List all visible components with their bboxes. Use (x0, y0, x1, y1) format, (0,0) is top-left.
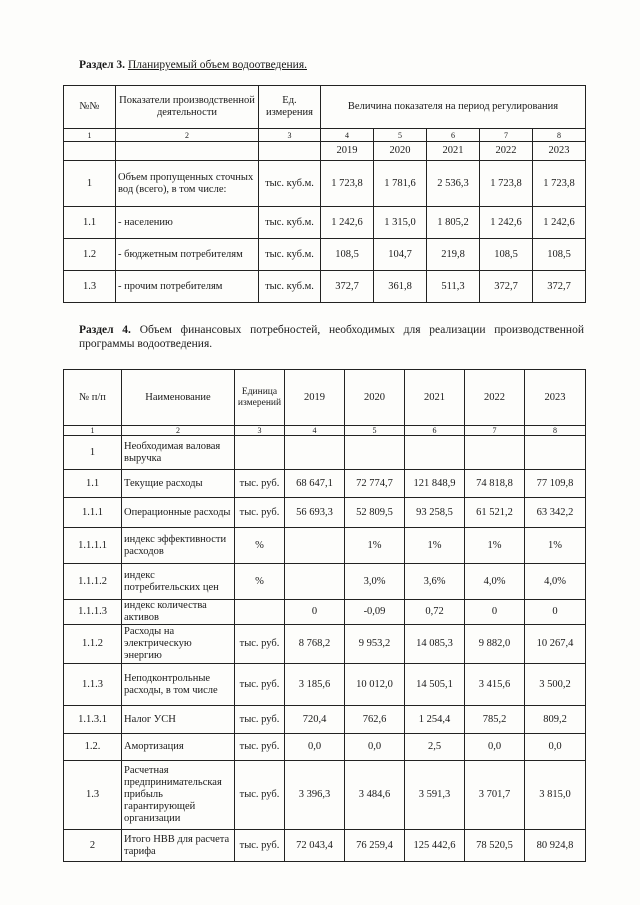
value-cell (285, 528, 345, 564)
year-cell: 2021 (427, 142, 480, 161)
value-cell: 0,0 (345, 734, 405, 761)
column-number: 4 (285, 426, 345, 436)
table-row (64, 470, 586, 498)
row-number: 1 (64, 161, 116, 207)
value-cell: 372,7 (533, 271, 586, 303)
value-cell: 3 415,6 (465, 664, 525, 706)
year-cell: 2022 (465, 370, 525, 426)
row-number: 1.3 (64, 761, 122, 830)
value-cell: 511,3 (427, 271, 480, 303)
year-cell: 2023 (525, 370, 586, 426)
value-cell (405, 436, 465, 470)
year-cell: 2019 (285, 370, 345, 426)
row-name: Объем пропущенных сточных вод (всего), в том числе: (116, 161, 259, 207)
row-unit (235, 436, 285, 470)
value-cell: 1 242,6 (533, 207, 586, 239)
value-cell: 14 505,1 (405, 664, 465, 706)
value-cell (525, 436, 586, 470)
value-cell: 372,7 (321, 271, 374, 303)
column-number: 6 (427, 129, 480, 142)
value-cell: 77 109,8 (525, 470, 586, 498)
value-cell: 1% (525, 528, 586, 564)
value-cell: 219,8 (427, 239, 480, 271)
row-number: 1.2 (64, 239, 116, 271)
row-name: индекс эффективности расходов (122, 528, 235, 564)
value-cell: 2,5 (405, 734, 465, 761)
row-unit: тыс. руб. (235, 734, 285, 761)
value-cell: 809,2 (525, 706, 586, 734)
value-cell: 3 701,7 (465, 761, 525, 830)
value-cell: 74 818,8 (465, 470, 525, 498)
row-name: Итого НВВ для расчета тарифа (122, 830, 235, 862)
value-cell: 10 012,0 (345, 664, 405, 706)
row-number: 1.1.1 (64, 498, 122, 528)
value-cell: 1 723,8 (533, 161, 586, 207)
row-number: 2 (64, 830, 122, 862)
row-number: 1.1.1.2 (64, 564, 122, 600)
section4-heading (79, 323, 584, 351)
value-cell: 1 242,6 (480, 207, 533, 239)
value-cell: 108,5 (321, 239, 374, 271)
row-number: 1 (64, 436, 122, 470)
header-name: Наименование (122, 370, 235, 426)
value-cell: 1 254,4 (405, 706, 465, 734)
row-unit: тыс. руб. (235, 498, 285, 528)
value-cell: 108,5 (533, 239, 586, 271)
table-row (64, 664, 586, 706)
column-number: 2 (122, 426, 235, 436)
value-cell: 1 781,6 (374, 161, 427, 207)
value-cell: 1 723,8 (480, 161, 533, 207)
value-cell: 3,0% (345, 564, 405, 600)
value-cell: 61 521,2 (465, 498, 525, 528)
value-cell: 3 815,0 (525, 761, 586, 830)
row-number: 1.1 (64, 470, 122, 498)
column-number: 7 (465, 426, 525, 436)
row-unit: % (235, 528, 285, 564)
table-row (64, 734, 586, 761)
value-cell: 52 809,5 (345, 498, 405, 528)
value-cell: 0,0 (465, 734, 525, 761)
header-indicators: Показатели производственной деятельности (116, 86, 259, 129)
section3-table (63, 85, 586, 303)
value-cell (465, 436, 525, 470)
table-row (64, 564, 586, 600)
table-row (64, 830, 586, 862)
row-name: Операционные расходы (122, 498, 235, 528)
header-period: Величина показателя на период регулирования (321, 86, 586, 129)
row-unit: тыс. руб. (235, 761, 285, 830)
row-name: Текущие расходы (122, 470, 235, 498)
section4-label: Раздел 4. (79, 324, 131, 336)
value-cell: 10 267,4 (525, 625, 586, 664)
value-cell: 0 (525, 600, 586, 625)
value-cell: 1% (465, 528, 525, 564)
value-cell: 3 591,3 (405, 761, 465, 830)
year-cell: 2020 (345, 370, 405, 426)
value-cell: 68 647,1 (285, 470, 345, 498)
row-unit: тыс. руб. (235, 625, 285, 664)
value-cell: 56 693,3 (285, 498, 345, 528)
table-row (64, 528, 586, 564)
row-number: 1.1.1.1 (64, 528, 122, 564)
value-cell: 63 342,2 (525, 498, 586, 528)
value-cell: 785,2 (465, 706, 525, 734)
row-name: индекс количества активов (122, 600, 235, 625)
value-cell: 0 (465, 600, 525, 625)
value-cell: 0,0 (285, 734, 345, 761)
value-cell: 8 768,2 (285, 625, 345, 664)
value-cell: 762,6 (345, 706, 405, 734)
value-cell: -0,09 (345, 600, 405, 625)
value-cell: 361,8 (374, 271, 427, 303)
column-number: 5 (374, 129, 427, 142)
row-unit: % (235, 564, 285, 600)
section3-years-row (64, 142, 586, 161)
table-row (64, 706, 586, 734)
table-row (64, 761, 586, 830)
value-cell: 78 520,5 (465, 830, 525, 862)
table-row (64, 600, 586, 625)
row-name: - населению (116, 207, 259, 239)
column-number: 5 (345, 426, 405, 436)
row-name: Амортизация (122, 734, 235, 761)
value-cell (285, 436, 345, 470)
value-cell: 3 500,2 (525, 664, 586, 706)
value-cell: 0,0 (525, 734, 586, 761)
value-cell: 1 242,6 (321, 207, 374, 239)
row-number: 1.1.3 (64, 664, 122, 706)
table-row (64, 436, 586, 470)
table-row (64, 625, 586, 664)
row-name: Расчетная предпринимательская прибыль гарантирующей организации (122, 761, 235, 830)
row-unit: тыс. куб.м. (259, 207, 321, 239)
row-name: Расходы на электрическую энергию (122, 625, 235, 664)
section3-header-row (64, 86, 586, 129)
value-cell: 1 315,0 (374, 207, 427, 239)
section4-table (63, 369, 586, 862)
value-cell: 72 774,7 (345, 470, 405, 498)
value-cell: 3,6% (405, 564, 465, 600)
value-cell: 72 043,4 (285, 830, 345, 862)
table-row (64, 239, 586, 271)
row-unit: тыс. куб.м. (259, 271, 321, 303)
section3-body (64, 161, 586, 303)
value-cell: 1% (405, 528, 465, 564)
row-name: Необходимая валовая выручка (122, 436, 235, 470)
row-name: - прочим потребителям (116, 271, 259, 303)
row-number: 1.1.3.1 (64, 706, 122, 734)
value-cell: 1 723,8 (321, 161, 374, 207)
column-number: 2 (116, 129, 259, 142)
value-cell: 3 396,3 (285, 761, 345, 830)
year-cell: 2021 (405, 370, 465, 426)
value-cell: 1% (345, 528, 405, 564)
value-cell: 76 259,4 (345, 830, 405, 862)
value-cell: 0 (285, 600, 345, 625)
table-row (64, 271, 586, 303)
row-number: 1.1.2 (64, 625, 122, 664)
value-cell: 1 805,2 (427, 207, 480, 239)
section3-title: Планируемый объем водоотведения. (127, 59, 307, 71)
year-cell: 2022 (480, 142, 533, 161)
value-cell: 0,72 (405, 600, 465, 625)
value-cell: 4,0% (525, 564, 586, 600)
section4-column-numbers (64, 426, 586, 436)
section4-title: Объем финансовых потребностей, необходимых для реализации производственной программы водоотведения. (79, 324, 584, 350)
section4-header-row (64, 370, 586, 426)
value-cell: 3 484,6 (345, 761, 405, 830)
value-cell: 14 085,3 (405, 625, 465, 664)
table-row (64, 161, 586, 207)
value-cell: 4,0% (465, 564, 525, 600)
year-cell: 2019 (321, 142, 374, 161)
value-cell: 80 924,8 (525, 830, 586, 862)
table-row (64, 498, 586, 528)
header-unit: Ед. измерения (259, 86, 321, 129)
column-number: 1 (64, 129, 116, 142)
header-num: №№ (64, 86, 116, 129)
value-cell: 9 953,2 (345, 625, 405, 664)
section3-heading (79, 58, 307, 72)
value-cell: 93 258,5 (405, 498, 465, 528)
section3-label: Раздел 3. (79, 59, 126, 71)
row-number: 1.1.1.3 (64, 600, 122, 625)
value-cell: 2 536,3 (427, 161, 480, 207)
row-unit: тыс. руб. (235, 706, 285, 734)
value-cell: 125 442,6 (405, 830, 465, 862)
header-unit: Единица измерений (235, 370, 285, 426)
row-unit: тыс. руб. (235, 470, 285, 498)
value-cell (285, 564, 345, 600)
column-number: 4 (321, 129, 374, 142)
row-unit: тыс. куб.м. (259, 161, 321, 207)
value-cell: 121 848,9 (405, 470, 465, 498)
column-number: 3 (235, 426, 285, 436)
value-cell: 3 185,6 (285, 664, 345, 706)
column-number: 3 (259, 129, 321, 142)
column-number: 8 (525, 426, 586, 436)
row-name: Неподконтрольные расходы, в том числе (122, 664, 235, 706)
row-name: - бюджетным потребителям (116, 239, 259, 271)
value-cell: 9 882,0 (465, 625, 525, 664)
value-cell: 720,4 (285, 706, 345, 734)
section3-column-numbers (64, 129, 586, 142)
column-number: 1 (64, 426, 122, 436)
value-cell: 108,5 (480, 239, 533, 271)
row-number: 1.2. (64, 734, 122, 761)
table-row (64, 207, 586, 239)
row-unit (235, 600, 285, 625)
section4-body (64, 436, 586, 862)
header-num: № п/п (64, 370, 122, 426)
column-number: 7 (480, 129, 533, 142)
year-cell: 2020 (374, 142, 427, 161)
column-number: 6 (405, 426, 465, 436)
value-cell: 104,7 (374, 239, 427, 271)
column-number: 8 (533, 129, 586, 142)
row-unit: тыс. руб. (235, 664, 285, 706)
row-name: индекс потребительских цен (122, 564, 235, 600)
value-cell: 372,7 (480, 271, 533, 303)
year-cell: 2023 (533, 142, 586, 161)
row-unit: тыс. руб. (235, 830, 285, 862)
row-name: Налог УСН (122, 706, 235, 734)
row-number: 1.1 (64, 207, 116, 239)
value-cell (345, 436, 405, 470)
row-number: 1.3 (64, 271, 116, 303)
row-unit: тыс. куб.м. (259, 239, 321, 271)
